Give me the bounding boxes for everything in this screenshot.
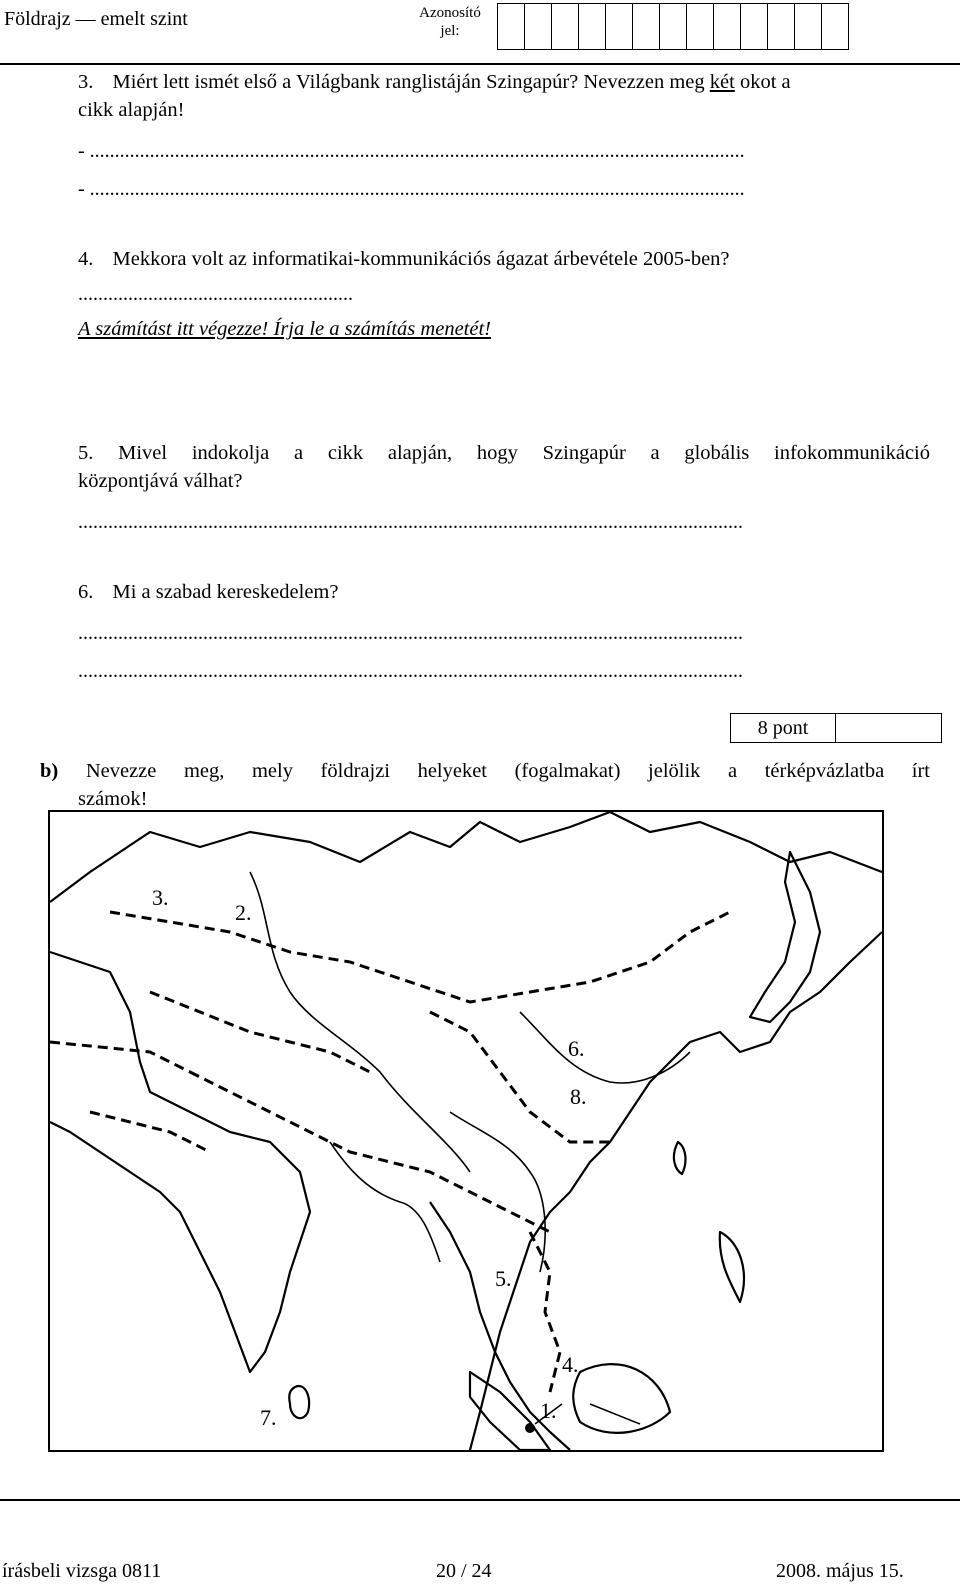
exam-subject-title: Földrajz — emelt szint (4, 8, 188, 30)
question-5-line2: központjává válhat? (78, 470, 243, 492)
question-3-line2: cikk alapján! (78, 99, 185, 121)
border-line (50, 1042, 190, 1072)
part-b-text: Nevezze meg, mely földrajzi helyeket (fogalmakat) jelölik a térképvázlatba írt (85, 760, 931, 782)
coastline (50, 952, 310, 1372)
map-label-8: 8. (570, 1084, 587, 1109)
map-label-2: 2. (235, 900, 252, 925)
map-label-6: 6. (568, 1036, 585, 1061)
map-svg (50, 812, 882, 1450)
id-cell[interactable] (552, 3, 579, 50)
id-cell[interactable] (795, 3, 822, 50)
header-divider (0, 63, 960, 65)
candidate-id-grid[interactable] (497, 3, 849, 50)
id-label-jel: jel: (440, 23, 460, 39)
map-label-5: 5. (495, 1266, 512, 1291)
question-3-text-b: okot a (734, 71, 791, 93)
score-input-cell[interactable] (836, 714, 941, 742)
calculation-instruction: A számítást itt végezze! Írja le a számítás menetét! (78, 318, 491, 340)
footer-divider (0, 1499, 960, 1501)
score-box (730, 713, 942, 743)
map-label-7: 7. (260, 1405, 277, 1430)
footer-exam-code: írásbeli vizsga 0811 (2, 1560, 162, 1582)
footer-date: 2008. május 15. (776, 1560, 904, 1582)
border-line (90, 1112, 210, 1152)
island-borneo (573, 1364, 670, 1433)
location-dot (525, 1423, 535, 1433)
coastline (50, 812, 882, 902)
id-cell[interactable] (687, 3, 714, 50)
id-cell[interactable] (579, 3, 606, 50)
asia-outline-map (48, 810, 884, 1452)
coastline (470, 932, 882, 1450)
map-label-4: 4. (562, 1352, 579, 1377)
river (450, 1112, 545, 1272)
id-cell[interactable] (714, 3, 741, 50)
answer-line[interactable]: ..................................................................................................................................... (78, 511, 743, 533)
answer-line[interactable]: ....................................................... (78, 283, 353, 305)
question-4-text: Mekkora volt az informatikai-kommunikációs ágazat árbevétele 2005-ben? (112, 248, 730, 270)
answer-line[interactable]: ..................................................................................................................................... (78, 660, 743, 682)
id-cell[interactable] (525, 3, 552, 50)
question-3-text-a: Miért lett ismét első a Világbank ranglistáján Szingapúr? Nevezzen meg (112, 71, 710, 93)
river (520, 1012, 690, 1083)
question-6-number: 6. (78, 581, 94, 603)
id-label-azonosito: Azonosító (419, 5, 481, 21)
map-label-1: 1. (540, 1398, 557, 1423)
question-5-text: Mivel indokolja a cikk alapján, hogy Szingapúr a globális infokommunikáció (118, 442, 931, 464)
answer-line[interactable]: - ................................................................................................................................... (78, 178, 745, 200)
id-cell[interactable] (822, 3, 849, 50)
id-label (410, 4, 490, 40)
border-line (190, 1072, 550, 1232)
pointer-line (590, 1404, 640, 1424)
part-b-line2: számok! (78, 788, 148, 810)
island-taiwan (674, 1142, 686, 1174)
id-cell[interactable] (633, 3, 660, 50)
question-3 (78, 68, 938, 96)
border-line (430, 1012, 610, 1142)
part-b-instruction (40, 757, 930, 785)
question-4 (78, 245, 938, 273)
question-3-number: 3. (78, 71, 94, 93)
question-5 (78, 439, 930, 467)
question-6-text: Mi a szabad kereskedelem? (112, 581, 339, 603)
id-cell[interactable] (741, 3, 768, 50)
island-philippines (720, 1232, 744, 1302)
answer-line[interactable]: - ................................................................................................................................... (78, 140, 745, 162)
island-japan (750, 852, 820, 1022)
part-b-marker: b) (40, 760, 59, 782)
border-line (530, 1232, 560, 1392)
score-label: 8 pont (731, 714, 836, 742)
id-cell[interactable] (768, 3, 795, 50)
map-label-3: 3. (152, 885, 169, 910)
id-cell[interactable] (498, 3, 525, 50)
question-5-number: 5. (78, 442, 94, 464)
river (250, 872, 470, 1172)
id-cell[interactable] (606, 3, 633, 50)
question-4-number: 4. (78, 248, 94, 270)
border-line (110, 912, 730, 1002)
answer-line[interactable]: ..................................................................................................................................... (78, 622, 743, 644)
question-6 (78, 578, 338, 606)
id-cell[interactable] (660, 3, 687, 50)
footer-page-number: 20 / 24 (436, 1560, 492, 1582)
question-3-text-emph: két (709, 71, 735, 93)
island-sri-lanka (289, 1386, 309, 1418)
border-line (150, 992, 370, 1072)
